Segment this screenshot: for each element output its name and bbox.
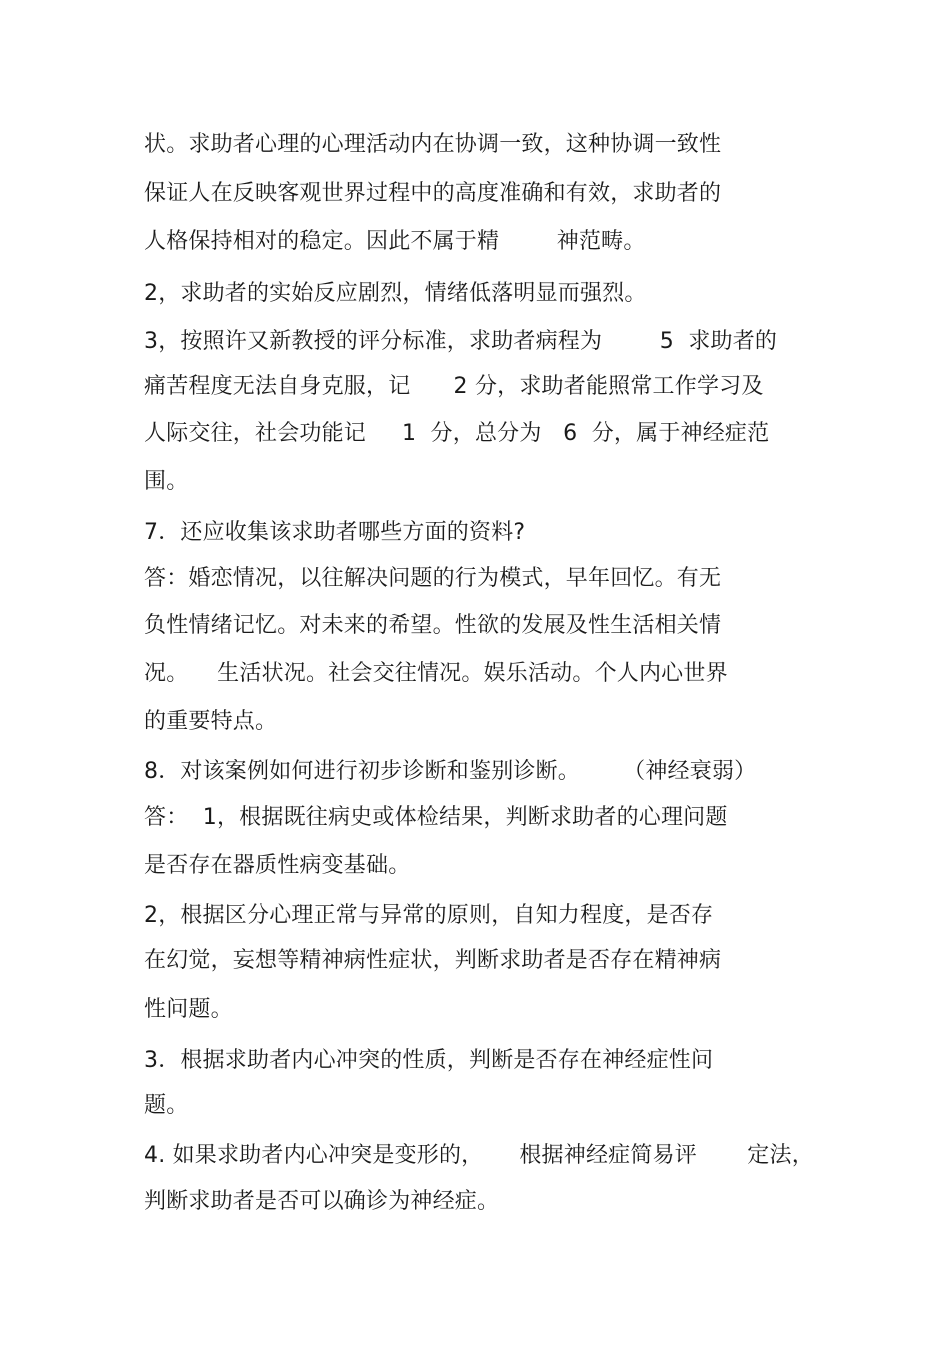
text-line-12: 况。 生活状况。社会交往情况。娱乐活动。个人内心世界 (144, 661, 728, 686)
text-line-3: 人格保持相对的稳定。因此不属于精 神范畴。 (144, 229, 646, 254)
text-line-21: 题。 (144, 1093, 189, 1118)
text-line-18: 在幻觉，妄想等精神病性症状，判断求助者是否存在精神病 (144, 948, 722, 973)
text-line-22: 4. 如果求助者内心冲突是变形的， 根据神经症简易评 定法， (144, 1143, 814, 1168)
text-line-13: 的重要特点。 (144, 709, 278, 734)
text-line-4: 2，求助者的实始反应剧烈，情绪低落明显而强烈。 (144, 281, 647, 306)
text-line-23: 判断求助者是否可以确诊为神经症。 (144, 1189, 500, 1214)
text-line-11: 负性情绪记忆。对未来的希望。性欲的发展及性生活相关情 (144, 613, 722, 638)
text-line-8: 围。 (144, 469, 189, 494)
text-line-7: 人际交往，社会功能记 1 分，总分为 6 分，属于神经症范 (144, 421, 770, 446)
text-line-9: 7．还应收集该求助者哪些方面的资料? (144, 520, 526, 545)
text-line-15: 答： 1，根据既往病史或体检结果，判断求助者的心理问题 (144, 805, 728, 830)
text-line-17: 2，根据区分心理正常与异常的原则，自知力程度，是否存 (144, 903, 714, 928)
text-line-1: 状。求助者心理的心理活动内在协调一致，这种协调一致性 (144, 132, 722, 157)
text-line-6: 痛苦程度无法自身克服，记 2 分，求助者能照常工作学习及 (144, 374, 764, 399)
text-line-2: 保证人在反映客观世界过程中的高度准确和有效，求助者的 (144, 181, 722, 206)
text-line-16: 是否存在器质性病变基础。 (144, 853, 411, 878)
text-line-19: 性问题。 (144, 997, 233, 1022)
text-line-20: 3．根据求助者内心冲突的性质，判断是否存在神经症性问 (144, 1048, 714, 1073)
text-line-10: 答：婚恋情况，以往解决问题的行为模式，早年回忆。有无 (144, 566, 722, 591)
text-line-14: 8．对该案例如何进行初步诊断和鉴别诊断。 （神经衰弱） (144, 759, 757, 784)
text-line-5: 3，按照许又新教授的评分标准，求助者病程为 5 求助者的 (144, 329, 778, 354)
